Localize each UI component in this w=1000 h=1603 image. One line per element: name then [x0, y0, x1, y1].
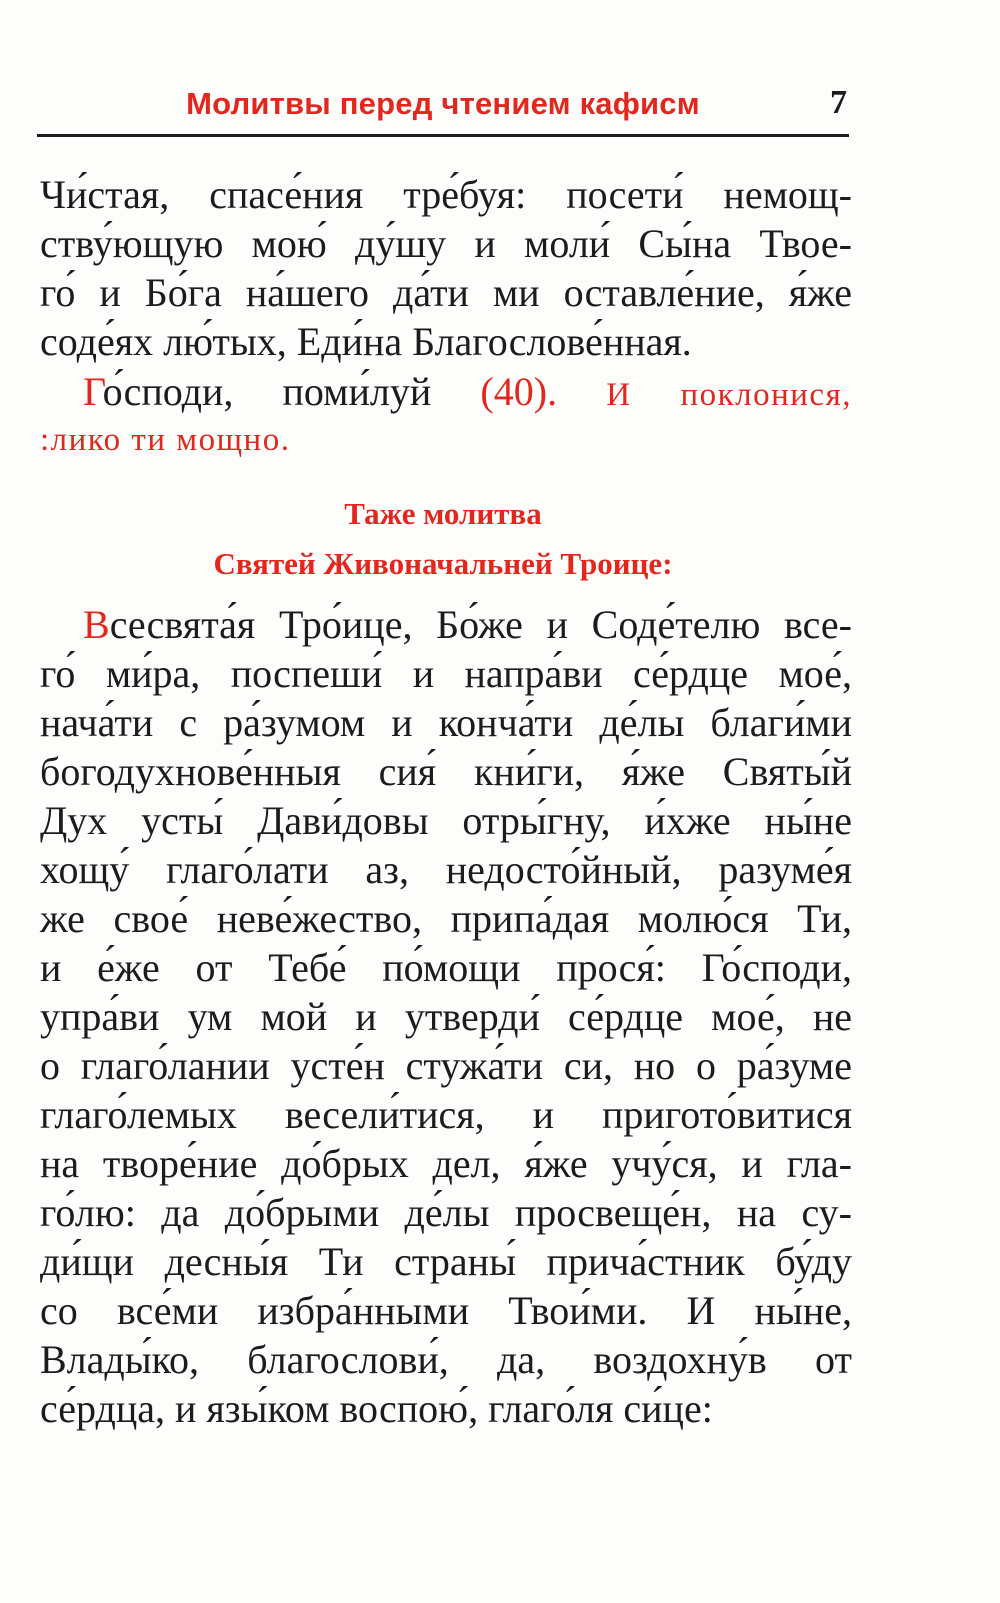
- section-heading-line-1: Таже молитва: [344, 496, 542, 531]
- rubric-instruction: [40, 367, 852, 465]
- rubric-text: о́споди, поми́луй: [102, 369, 432, 414]
- text-line: богодухнове́нныя сия́ кни́ги, я́же Святы́й: [40, 749, 852, 794]
- text-line: упра́ви ум мой и утверди́ се́рдце мое́, не: [40, 994, 852, 1039]
- text-line: ди́щи десны́я Ти страны́ прича́стник бу́ду: [40, 1239, 852, 1284]
- text-line: же свое́ неве́жество, припа́дая молю́ся Ти,: [40, 896, 852, 941]
- text-line: се́рдца, и язы́ком воспою́, глаго́ля си́це:: [40, 1386, 713, 1431]
- text-line: ству́ющую мою́ ду́шу и моли́ Сы́на Твое-: [40, 221, 852, 266]
- page-header: [37, 78, 849, 138]
- text-line: нача́ти с ра́зумом и конча́ти де́лы благи́ми: [40, 700, 852, 745]
- text-line: и е́же от Тебе́ по́мощи прося́: Го́споди,: [40, 945, 852, 990]
- first-line-text: сесвята́я Тро́ице, Бо́же и Соде́телю все-: [109, 602, 852, 647]
- text-line: го́лю: да до́брыми де́лы просвеще́н, на су-: [40, 1190, 852, 1235]
- initial-letter: В: [83, 602, 110, 647]
- running-title: Молитвы перед чтением кафисм: [186, 86, 700, 121]
- text-line: соде́ях лю́тых, Еди́на Благослове́нная.: [40, 319, 692, 364]
- text-line: го́ и Бо́га на́шего да́ти ми оставле́ние, я́же: [40, 270, 852, 315]
- page-number: 7: [830, 84, 847, 121]
- rubric-line-2: :лико ти мощно.: [40, 422, 291, 458]
- text-line: Чи́стая, спасе́ния тре́буя: посети́ немощ-: [40, 172, 852, 217]
- paragraph-trinity-prayer: [40, 600, 852, 1433]
- text-line: хощу́ глаго́лати аз, недосто́йный, разуме́я: [40, 847, 852, 892]
- rubric-count: (40).: [480, 369, 558, 414]
- header-rule: [37, 134, 849, 137]
- text-line: Влады́ко, благослови́, да, воздохну́в от: [40, 1337, 852, 1382]
- text-line: [40, 600, 852, 649]
- rubric-initial: Г: [83, 369, 103, 414]
- text-line: со все́ми избра́нными Твои́ми. И ны́не,: [40, 1288, 852, 1333]
- paragraph-prayer-end: [40, 170, 852, 366]
- section-heading-line-2: Святей Живоначальней Троице:: [213, 546, 673, 581]
- text-line: Дух усты́ Дави́довы отры́гну, и́хже ны́не: [40, 798, 852, 843]
- text-line: го́ ми́ра, поспеши́ и напра́ви се́рдце мое́,: [40, 651, 852, 696]
- text-line: о глаго́лании усте́н стужа́ти си, но о ра́зуме: [40, 1043, 852, 1088]
- text-line: на творе́ние до́брых дел, я́же учу́ся, и гла-: [40, 1141, 852, 1186]
- rubric-line: [40, 367, 852, 416]
- rubric-tail: И поклонися,: [606, 377, 853, 413]
- text-line: глаго́лемых весели́тися, и пригото́витися: [40, 1092, 852, 1137]
